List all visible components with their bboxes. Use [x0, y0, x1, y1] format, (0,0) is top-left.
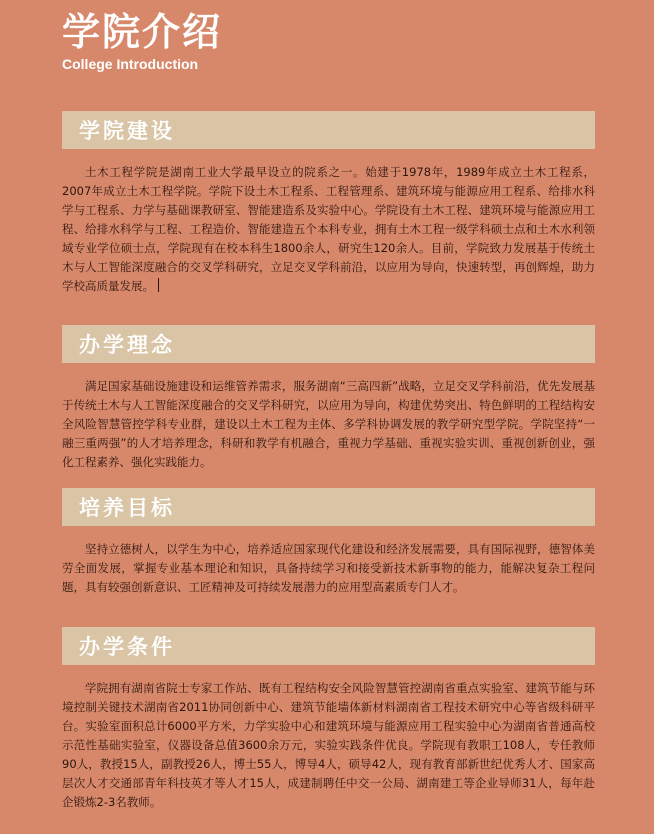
page-subtitle: College Introduction: [62, 56, 199, 72]
section-school-conditions: [62, 627, 595, 812]
section-header: [62, 325, 595, 363]
section-college-construction: [62, 111, 595, 296]
section-educational-philosophy: [62, 325, 595, 472]
section-title: 办学理念: [79, 333, 175, 357]
section-title: 培养目标: [79, 496, 175, 520]
section-training-objectives: [62, 488, 595, 597]
section-title: 办学条件: [79, 635, 175, 659]
section-body: 满足国家基础设施建设和运维管养需求，服务湖南“三高四新”战略，立足交叉学科前沿，优先发展基于传统土木与人工智能深度融合的交叉学科研究，以应用为导向，构建优势突出、特色鲜明的工程结构安全风险智慧管控学科专业群，建设以土木工程为主体、多学科协调发展的教学研究型学院。学院坚持“一融三重两强”的人才培养理念，科研和教学有机融合，重视力学基础、重视实验实训、重视创新创业，强化工程素养、强化实践能力。: [62, 379, 595, 469]
text-cursor: [158, 278, 159, 292]
section-header: [62, 111, 595, 149]
section-header: [62, 488, 595, 526]
section-title: 学院建设: [79, 119, 175, 143]
section-body: 学院拥有湖南省院士专家工作站、既有工程结构安全风险智慧管控湖南省重点实验室、建筑节能与环境控制关键技术湖南省2011协同创新中心、建筑节能墙体新材料湖南省工程技术研究中心等省级科研平台。实验室面积总计6000平方米，力学实验中心和建筑环境与能源应用工程实验中心为湖南省普通高校示范性基础实验室，仪器设备总值3600余万元，实验实践条件优良。学院现有教职工108人，专任教师90人，教授15人，副教授26人，博士55人，博导4人，硕导42人，现有教育部新世纪优秀人才、国家高层次人才交通部青年科技英才等人才15人，成建制聘任中交一公局、湖南建工等企业导师31人，每年赴企锻炼2-3名教师。: [62, 681, 595, 809]
section-body: 坚持立德树人，以学生为中心，培养适应国家现代化建设和经济发展需要，具有国际视野，德智体美劳全面发展，掌握专业基本理论和知识，具备持续学习和接受新技术新事物的能力，能解决复杂工程问题，具有较强创新意识、工匠精神及可持续发展潜力的应用型高素质专门人才。: [62, 542, 595, 594]
section-body: 土木工程学院是湖南工业大学最早设立的院系之一。始建于1978年，1989年成立土木工程系，2007年成立土木工程学院。学院下设土木工程系、工程管理系、建筑环境与能源应用工程系、给排水科学与工程系、力学与基础课教研室、智能建造系及实验中心。学院设有土木工程、建筑环境与能源应用工程、给排水科学与工程、工程造价、智能建造五个本科专业，拥有土木工程一级学科硕士点和土木水利领域专业学位硕士点，学院现有在校本科生1800余人，研究生120余人。目前，学院致力发展基于传统土木与人工智能深度融合的交叉学科研究，立足交叉学科前沿，以应用为导向，快速转型，再创辉煌，助力学校高质量发展。: [62, 165, 595, 293]
page-title: 学院介绍: [62, 10, 223, 54]
section-header: [62, 627, 595, 665]
section-body-wrapper: [62, 163, 595, 296]
